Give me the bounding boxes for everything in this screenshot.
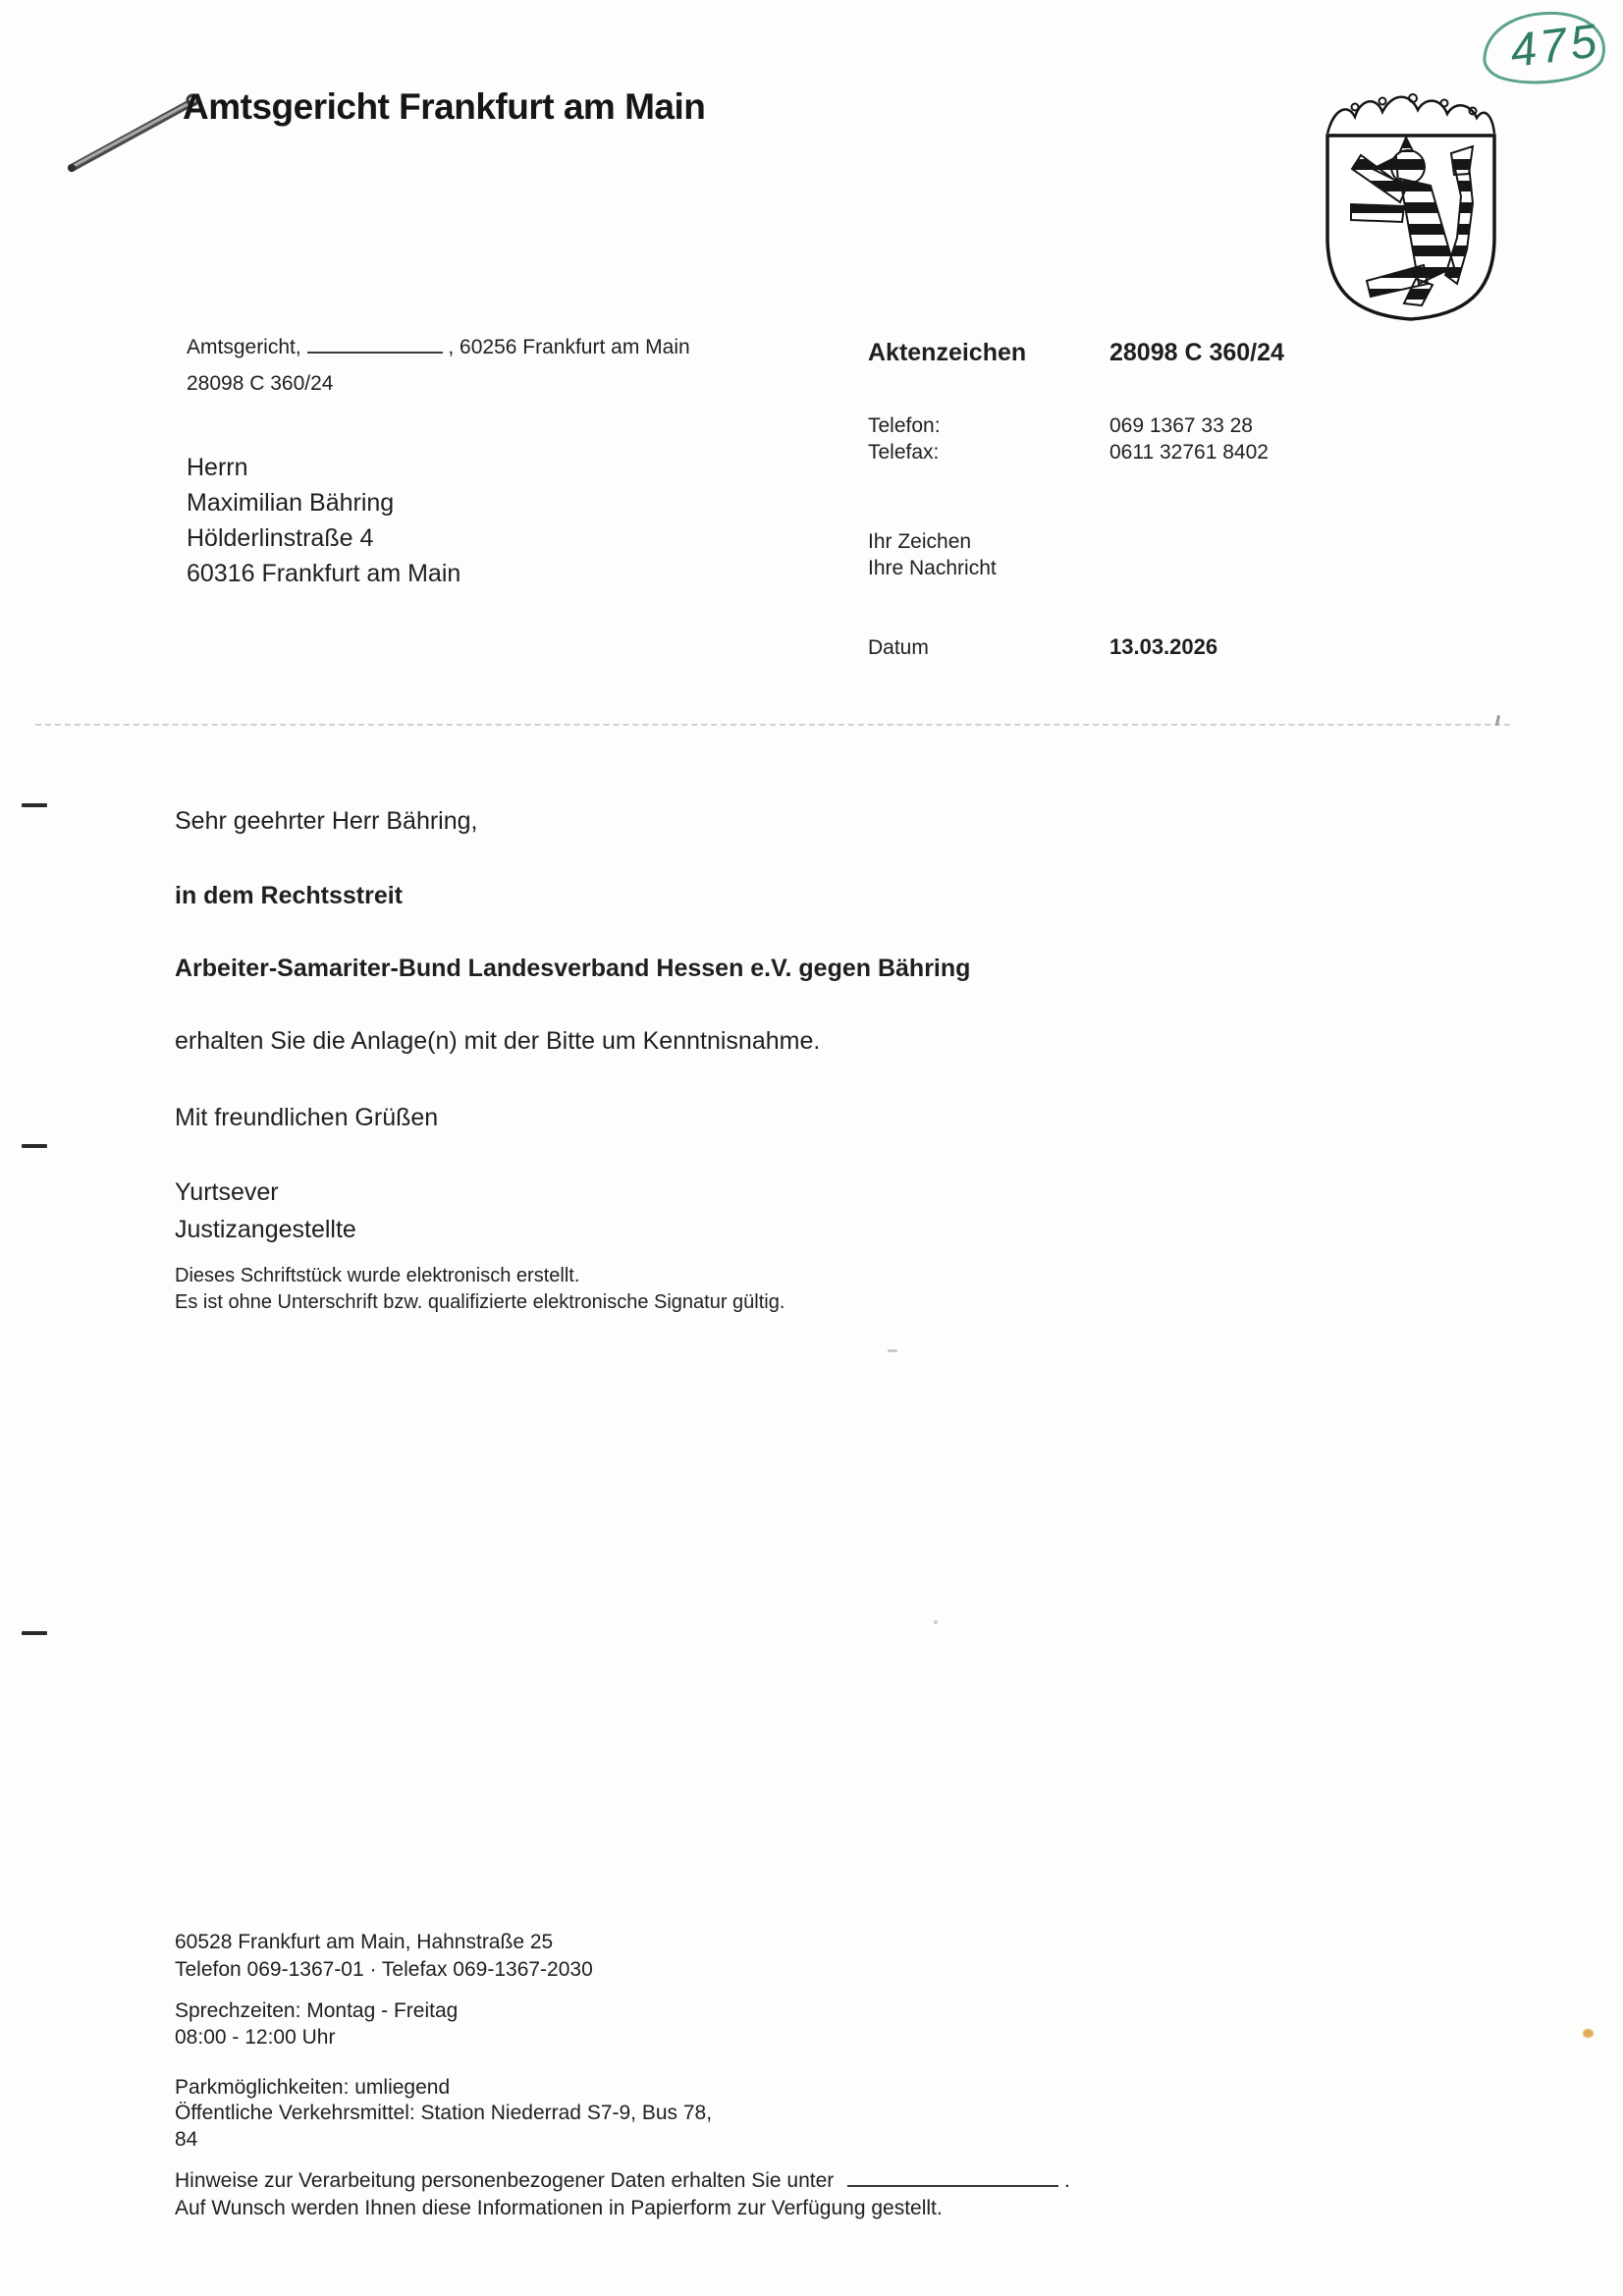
- body-intro: in dem Rechtsstreit: [175, 882, 404, 909]
- sender-return-line: [187, 336, 690, 359]
- electronic-note-line2: Es ist ohne Unterschrift bzw. qualifizierte elektronische Signatur gültig.: [175, 1291, 785, 1313]
- footer-transit-line2: 84: [175, 2128, 198, 2151]
- scan-speck: [934, 1620, 938, 1624]
- sender-blank-underline: [307, 351, 443, 354]
- footer-parking: Parkmöglichkeiten: umliegend: [175, 2076, 451, 2099]
- handwritten-note: [1471, 2, 1620, 93]
- datum-label: Datum: [868, 636, 929, 659]
- privacy-suffix: .: [1063, 2169, 1070, 2192]
- recipient-line: Hölderlinstraße 4: [187, 524, 374, 552]
- handwritten-number-text: 475: [1507, 15, 1604, 79]
- sender-case-number: 28098 C 360/24: [187, 372, 334, 395]
- telefon-value: 069 1367 33 28: [1109, 414, 1253, 437]
- aktenzeichen-value: 28098 C 360/24: [1109, 339, 1284, 366]
- recipient-line: Maximilian Bähring: [187, 489, 395, 517]
- footer-address: 60528 Frankfurt am Main, Hahnstraße 25: [175, 1931, 554, 1953]
- fold-mark: [22, 1144, 47, 1148]
- datum-value: 13.03.2026: [1109, 634, 1218, 659]
- privacy-blank-underline: [847, 2184, 1058, 2187]
- sender-prefix: Amtsgericht,: [187, 336, 301, 358]
- scan-artifact-line: [35, 724, 1510, 726]
- ihre-nachricht-label: Ihre Nachricht: [868, 557, 997, 579]
- hessen-coat-of-arms-icon: [1318, 90, 1504, 329]
- telefax-label: Telefax:: [868, 441, 940, 464]
- privacy-prefix: Hinweise zur Verarbeitung personenbezogener Daten erhalten Sie unter: [175, 2169, 835, 2192]
- fold-mark: [22, 1631, 47, 1635]
- sender-suffix: , 60256 Frankfurt am Main: [448, 336, 690, 358]
- ihr-zeichen-label: Ihr Zeichen: [868, 530, 972, 553]
- recipient-address-block: [187, 450, 460, 591]
- fold-mark: [22, 803, 47, 807]
- recipient-line: Herrn: [187, 454, 248, 481]
- scan-speck: [888, 1349, 897, 1352]
- body-message: erhalten Sie die Anlage(n) mit der Bitte um Kenntnisnahme.: [175, 1027, 821, 1055]
- closing: Mit freundlichen Grüßen: [175, 1104, 439, 1131]
- telefon-label: Telefon:: [868, 414, 941, 437]
- recipient-line: 60316 Frankfurt am Main: [187, 560, 461, 587]
- footer-hours-line2: 08:00 - 12:00 Uhr: [175, 2026, 336, 2049]
- footer-transit-line1: Öffentliche Verkehrsmittel: Station Niederrad S7-9, Bus 78,: [175, 2102, 713, 2124]
- telefax-value: 0611 32761 8402: [1109, 441, 1269, 464]
- footer-phone-fax: Telefon 069-1367-01 · Telefax 069-1367-2030: [175, 1958, 593, 1981]
- salutation: Sehr geehrter Herr Bähring,: [175, 807, 478, 835]
- orange-scan-speck: [1583, 2029, 1594, 2038]
- aktenzeichen-label: Aktenzeichen: [868, 339, 1027, 366]
- footer-hours-line1: Sprechzeiten: Montag - Freitag: [175, 1999, 459, 2022]
- footer-privacy-line2: Auf Wunsch werden Ihnen diese Informationen in Papierform zur Verfügung gestellt.: [175, 2197, 943, 2219]
- electronic-note-line1: Dieses Schriftstück wurde elektronisch erstellt.: [175, 1265, 580, 1286]
- signer-name: Yurtsever: [175, 1178, 279, 1206]
- page-title: Amtsgericht Frankfurt am Main: [183, 86, 706, 127]
- signer-role: Justizangestellte: [175, 1216, 356, 1243]
- case-title: Arbeiter-Samariter-Bund Landesverband Hessen e.V. gegen Bähring: [175, 955, 971, 982]
- footer-privacy-line1: [175, 2169, 1070, 2193]
